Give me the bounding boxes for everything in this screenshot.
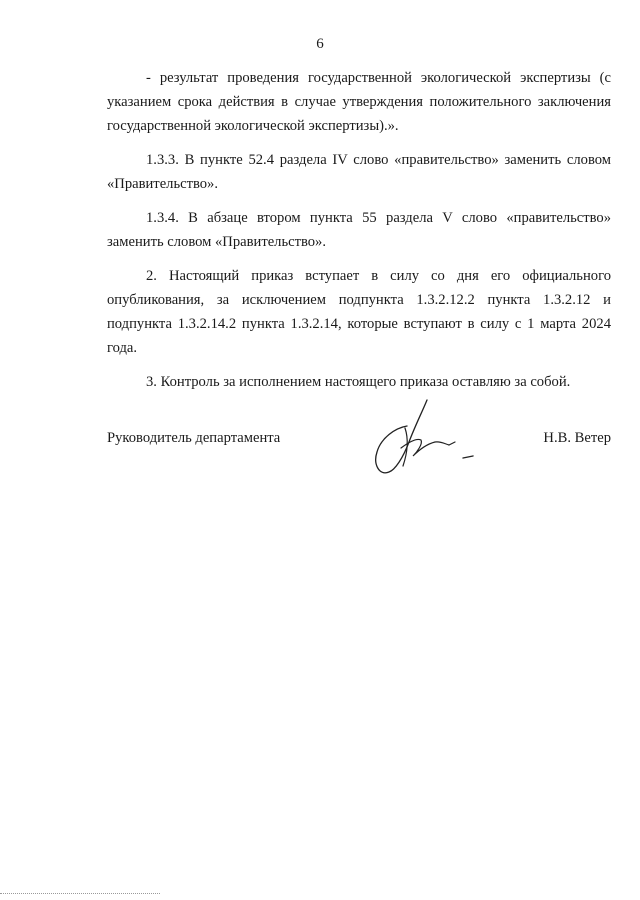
footer-divider	[0, 893, 160, 894]
paragraph-control: 3. Контроль за исполнением настоящего приказа оставляю за собой.	[146, 374, 571, 390]
handwritten-signature	[365, 398, 485, 488]
document-body	[107, 66, 611, 404]
signature-block	[107, 430, 611, 490]
signatory-position: Руководитель департамента	[107, 430, 281, 446]
signatory-name: Н.В. Ветер	[543, 430, 611, 446]
paragraph-1-3-4: 1.3.4. В абзаце втором пункта 55 раздела V слово «правительство» заменить словом «Правительство».	[107, 210, 611, 250]
paragraph-expertise-result: - результат проведения государственной экологической экспертизы (с указанием срока действия в случае утверждения положительного заключения государственной экологической экспертизы).».	[107, 70, 611, 134]
page-number: 6	[316, 36, 324, 52]
paragraph-effective-date: 2. Настоящий приказ вступает в силу со дня его официального опубликования, за исключением подпункта 1.3.2.12.2 пункта 1.3.2.12 и подпункта 1.3.2.14.2 пункта 1.3.2.14, которые вступают в силу с 1 марта 2024 года.	[107, 268, 611, 356]
paragraph-1-3-3: 1.3.3. В пункте 52.4 раздела IV слово «правительство» заменить словом «Правительство».	[107, 152, 611, 192]
